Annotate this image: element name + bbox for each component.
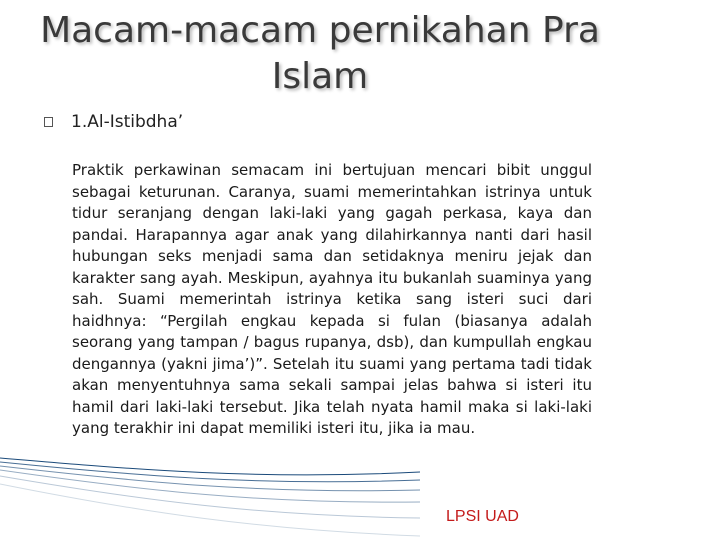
- footer-label: LPSI UAD: [446, 508, 519, 525]
- square-bullet-icon: [44, 117, 53, 127]
- body-paragraph: Praktik perkawinan semacam ini bertujuan mencari bibit unggul sebagai keturunan. Caranya, suami memerintahkan istrinya untuk tidur seranjang dengan laki-laki yang gagah perkasa, kaya dan pandai. Harapannya agar anak yang dilahirkannya nanti dari hasil hubungan seks menjadi sama dan setidaknya meniru jejak dan karakter sang ayah. Meskipun, ayahnya itu bukanlah suaminya yang sah. Suami memerintah istrinya ketika sang isteri suci dari haidhnya: “Pergilah engkau kepada si fulan (biasanya adalah seorang yang tampan / bagus rupanya, dsb), dan kumpullah engkau dengannya (yakni jima’)”. Setelah itu suami yang pertama tadi tidak akan menyentuhnya sama sekali sampai jelas bahwa si isteri itu hamil dari laki-laki tersebut. Jika telah nyata hamil maka si laki-laki yang terakhir ini dapat memiliki isteri itu, jika ia mau.: [72, 161, 592, 437]
- bullet-label: 1.Al-Istibdha’: [71, 112, 184, 132]
- bullet-item: [44, 112, 183, 132]
- decorative-swoosh-lines: [0, 450, 420, 540]
- slide-title: Macam-macam pernikahan Pra Islam: [40, 10, 600, 97]
